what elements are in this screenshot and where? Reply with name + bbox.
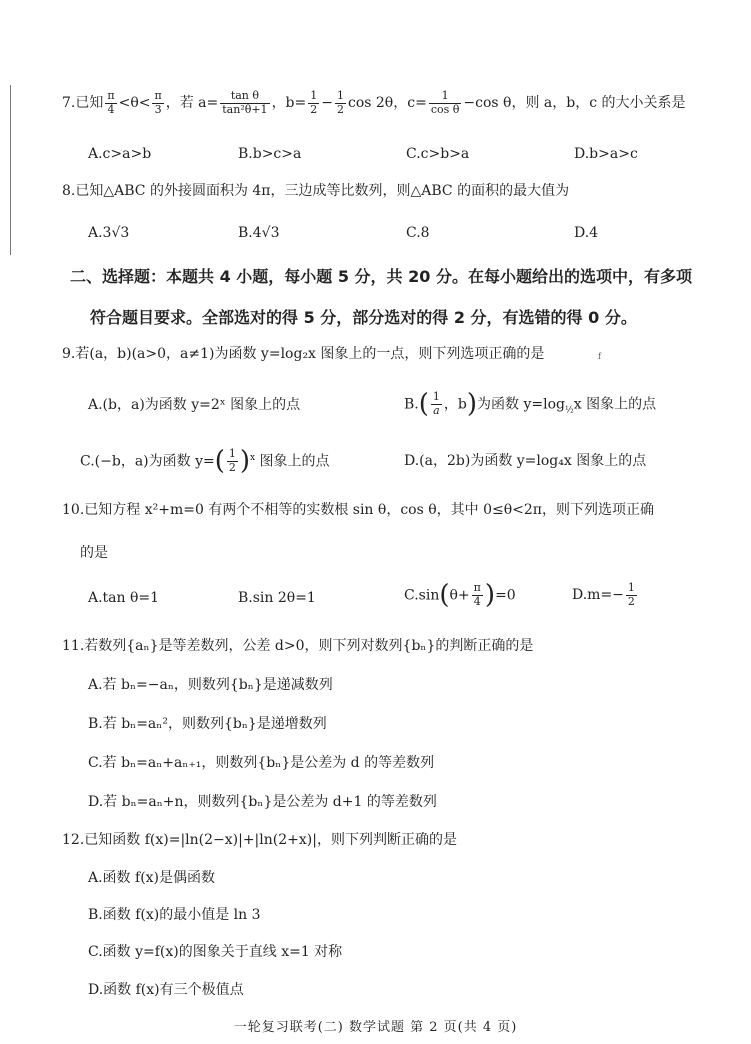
question-12: 12.已知函数 f(x)=|ln(2−x)|+|ln(2+x)|，则下列判断正确的是 [62,832,457,848]
q7-number: 7. [62,95,76,112]
q7-pi-over-4: $\frac{\pi}{4}$ [107,89,115,116]
q12-option-c: C.函数 y=f(x)的图象关于直线 x=1 对称 [88,944,343,960]
q10-option-a: A.tan θ=1 [88,590,160,606]
q8-option-a: A.3√3 [88,225,130,241]
q7-a-fraction: $\frac{\text{tan θ}}{\text{tan²θ+1}}$ [222,89,268,116]
q7-half-2: $\frac{1}{2}$ [337,89,344,116]
q7-option-d: D.b>a>c [574,146,638,162]
section-2-instructions: 符合题目要求。全部选对的得 5 分，部分选对的得 2 分，有选错的得 0 分。 [90,308,637,327]
q10-option-c: C.sin(θ+ $\frac{\pi}{4}$ )=0 [404,580,516,610]
q12-option-a: A.函数 f(x)是偶函数 [88,870,216,886]
q11-option-c: C.若 bₙ=aₙ+aₙ₊₁，则数列{bₙ}是公差为 d 的等差数列 [88,755,435,771]
question-8: 8.已知△ABC 的外接圆面积为 4π，三边成等比数列，则△ABC 的面积的最大值为 [62,183,570,199]
q9-option-a: A.(b，a)为函数 y=2ˣ 图象上的点 [88,397,301,413]
page-footer: 一轮复习联考(二) 数学试题 第 2 页(共 4 页) [233,1020,518,1035]
scan-mark: f [598,352,601,361]
q7-pi-over-3: $\frac{\pi}{3}$ [154,89,162,116]
q10-option-b: B.sin 2θ=1 [238,590,316,606]
q8-option-d: D.4 [574,225,599,241]
q8-option-b: B.4√3 [238,225,280,241]
q7-option-c: C.c>b>a [406,146,470,162]
q11-option-a: A.若 bₙ=−aₙ，则数列{bₙ}是递减数列 [88,677,333,693]
margin-line [10,85,11,255]
question-11: 11.若数列{aₙ}是等差数列，公差 d>0，则下列对数列{bₙ}的判断正确的是 [62,638,534,654]
q7-option-b: B.b>c>a [238,146,302,162]
q11-option-d: D.若 bₙ=aₙ+n，则数列{bₙ}是公差为 d+1 的等差数列 [88,794,437,810]
q9-option-b: B.( $\frac{1}{a}$ ，b)为函数 $y=\log_{\frac{1}{2}}x$ 图象上的点 [404,389,657,419]
q7-c-fraction: $\frac{1}{\text{cos θ}}$ [430,89,460,116]
q8-option-c: C.8 [406,225,430,241]
q12-option-d: D.函数 f(x)有三个极值点 [88,982,244,998]
q9-option-c: C.(−b，a)为函数 y=( $\frac{1}{2}$ )$^x$ 图象上的点 [80,446,330,476]
question-7: 7.已知 $\frac{\pi}{4}$ <θ< $\frac{\pi}{3}$ ，若 a= $\frac{\text{tan θ}}{\text{tan²θ+1}}$ ，b= $\frac{1}{2}$ − $\frac{1}{2}$ cos 2θ，c= $\frac{1}{\text{cos θ}}$ −cos θ，则 a，b，c 的大小关系是 [62,89,686,116]
q10-option-d: D.m=− $\frac{1}{2}$ [572,581,635,608]
q12-option-b: B.函数 f(x)的最小值是 ln 3 [88,907,261,923]
q7-half-1: $\frac{1}{2}$ [310,89,318,116]
question-9: 9.若(a，b)(a>0，a≠1)为函数 y=log₂x 图象上的一点，则下列选项正确的是 [62,346,545,362]
question-10-cont: 的是 [80,545,108,561]
q7-option-a: A.c>a>b [88,146,152,162]
question-10: 10.已知方程 x²+m=0 有两个不相等的实数根 sin θ，cos θ，其中 0≤θ<2π，则下列选项正确 [62,502,655,518]
q9-option-d: D.(a，2b)为函数 y=log₄x 图象上的点 [404,453,647,469]
q11-option-b: B.若 bₙ=aₙ²，则数列{bₙ}是递增数列 [88,716,327,732]
section-2-heading: 二、选择题：本题共 4 小题，每小题 5 分，共 20 分。在每小题给出的选项中，有多项 [70,267,692,286]
